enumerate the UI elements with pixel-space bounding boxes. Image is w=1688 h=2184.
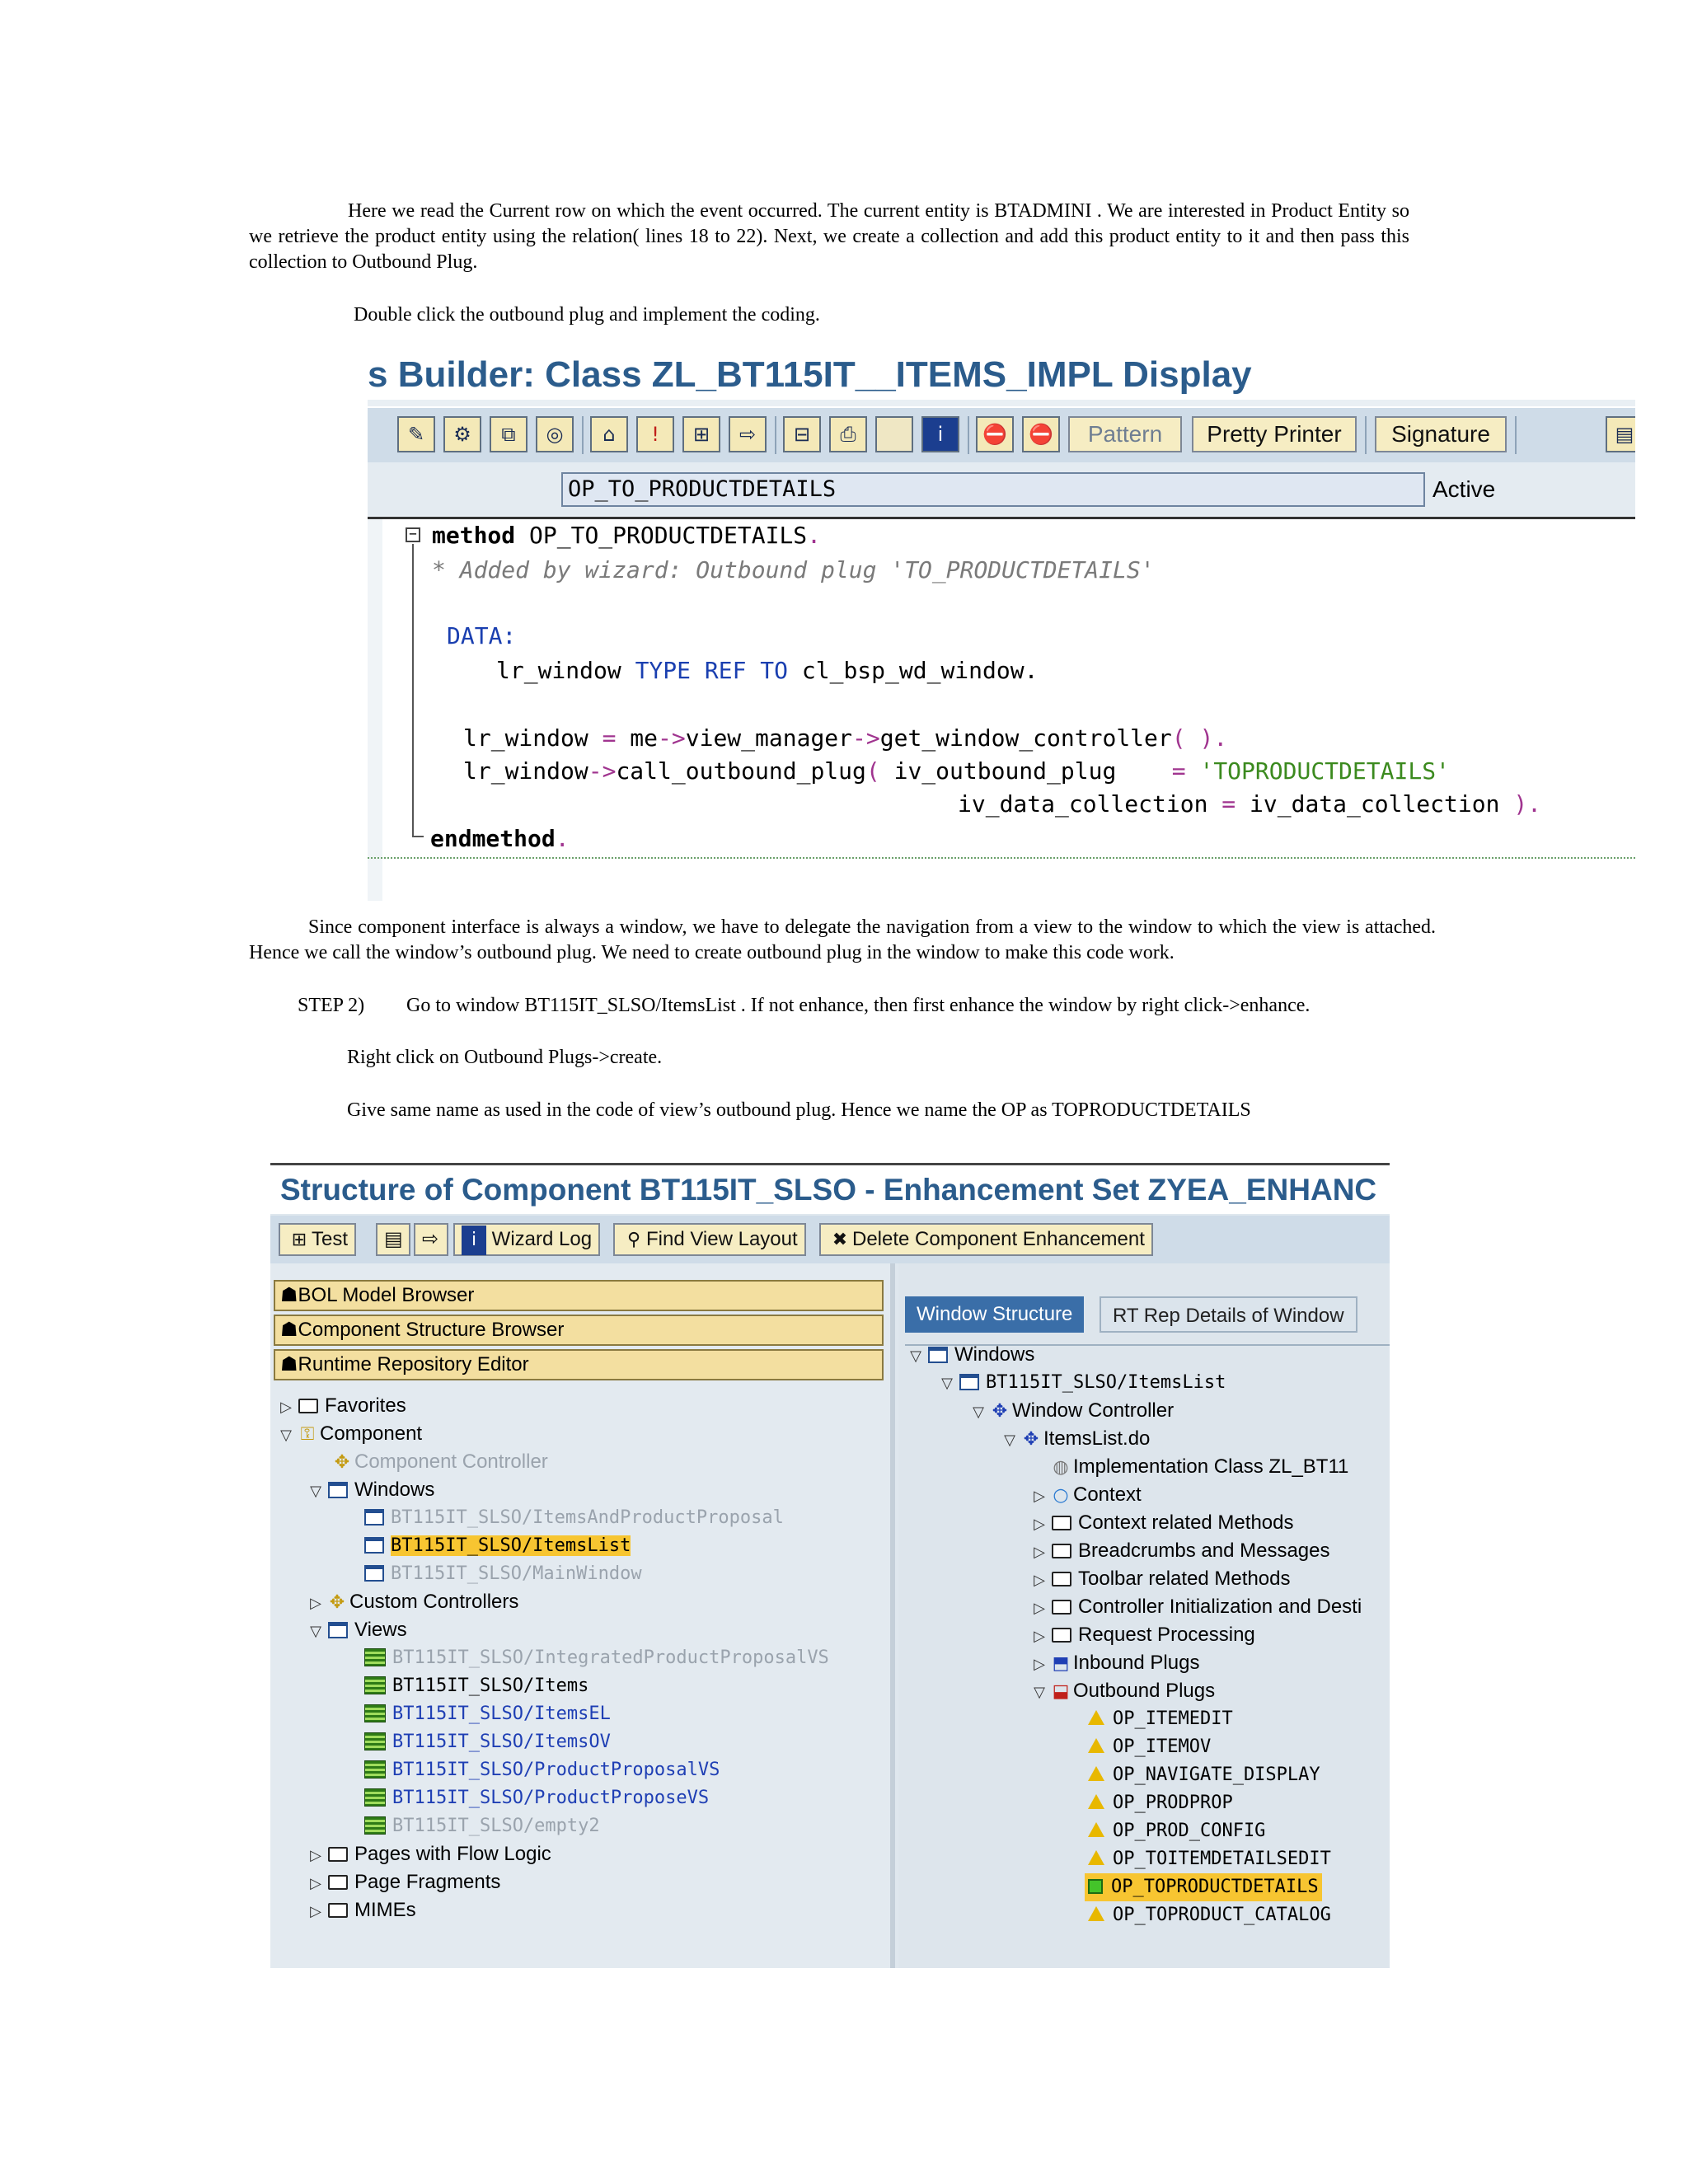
- component-structure-browser-button[interactable]: ☗Component Structure Browser: [274, 1315, 884, 1346]
- tree-page-fragments[interactable]: ▷ Page Fragments: [307, 1868, 500, 1896]
- toolbar-separator: [968, 416, 969, 454]
- tab-rt-rep-details[interactable]: RT Rep Details of Window: [1100, 1296, 1357, 1333]
- window-icon: [928, 1347, 948, 1363]
- controller-icon: ✥: [334, 1452, 350, 1473]
- wizard-log-button[interactable]: i Wizard Log: [453, 1223, 600, 1256]
- paragraph-double-click: Double click the outbound plug and implement the coding.: [354, 304, 820, 326]
- context-icon: ○: [1053, 1485, 1069, 1506]
- folder-icon: [328, 1903, 348, 1918]
- view-icon: [364, 1732, 386, 1750]
- code-line-2: * Added by wizard: Outbound plug 'TO_PRODUCTDETAILS': [432, 556, 1155, 583]
- test-icon[interactable]: ◎: [536, 416, 574, 452]
- paragraph-give-name: Give same name as used in the code of view’s outbound plug. Hence we name the OP as TOPRODUCTDETAILS: [347, 1099, 1251, 1121]
- tree-view-empty2[interactable]: BT115IT_SLSO/empty2: [361, 1812, 600, 1840]
- warning-icon: [1088, 1710, 1104, 1725]
- rtree-inbound-plugs[interactable]: ▷ ⬒ Inbound Plugs: [1030, 1649, 1199, 1677]
- info-icon[interactable]: i: [921, 416, 959, 452]
- folder-icon: [1052, 1516, 1071, 1530]
- rtree-context-methods[interactable]: ▷ Context related Methods: [1030, 1509, 1293, 1537]
- view-icon: [364, 1816, 386, 1835]
- views-icon: [328, 1622, 348, 1638]
- layout-icon-button[interactable]: [376, 1223, 410, 1256]
- expand-icon: ▷: [1034, 1656, 1045, 1673]
- code-line-4: lr_window TYPE REF TO cl_bsp_wd_window.: [496, 657, 1039, 684]
- tree-view-itemsel[interactable]: BT115IT_SLSO/ItemsEL: [361, 1700, 611, 1728]
- delete-icon: ✖: [832, 1230, 848, 1250]
- folder-icon: [1052, 1600, 1071, 1615]
- hierarchy-icon[interactable]: ⊟: [783, 416, 821, 452]
- view-icon: [364, 1676, 386, 1694]
- toolbar-separator: [775, 416, 776, 454]
- find-view-layout-button[interactable]: ⚲ Find View Layout: [613, 1223, 806, 1256]
- collapse-icon: ▽: [280, 1427, 292, 1444]
- pattern-button[interactable]: Pattern: [1068, 416, 1182, 452]
- print-icon[interactable]: ⎙: [829, 416, 867, 452]
- tree-windows[interactable]: ▽ Windows: [307, 1476, 434, 1504]
- rtree-request-processing[interactable]: ▷ Request Processing: [1030, 1621, 1255, 1649]
- step2-text: Go to window BT115IT_SLSO/ItemsList . If not enhance, then first enhance the window by right click->enhance.: [406, 995, 1311, 1016]
- tree-mimes[interactable]: ▷ MIMEs: [307, 1896, 416, 1924]
- component-toolbar: [270, 1216, 1390, 1263]
- collapse-icon: ▽: [941, 1375, 953, 1392]
- block-guide-end: [412, 836, 424, 837]
- folder-icon: [1052, 1572, 1071, 1586]
- tab-window-structure[interactable]: Window Structure: [905, 1296, 1084, 1333]
- rtree-window-controller[interactable]: ▽ ✥ Window Controller: [969, 1397, 1174, 1425]
- view-icon: [364, 1648, 386, 1666]
- window-icon: [959, 1374, 979, 1390]
- expand-icon: ▷: [1034, 1516, 1045, 1533]
- view-icon: [364, 1704, 386, 1722]
- warning-icon: [1088, 1766, 1104, 1781]
- where-used-icon[interactable]: ⌂: [590, 416, 628, 452]
- external-breakpoint-icon[interactable]: ⛔: [1022, 416, 1060, 452]
- rtree-op-prodprop[interactable]: OP_PRODPROP: [1085, 1789, 1233, 1817]
- rtree-controller-init[interactable]: ▷ Controller Initialization and Desti: [1030, 1593, 1362, 1621]
- expand-icon: ▷: [310, 1875, 321, 1892]
- tree-view-items[interactable]: BT115IT_SLSO/Items: [361, 1672, 588, 1700]
- inbound-plug-icon: ⬒: [1052, 1653, 1070, 1674]
- window-icon: [328, 1482, 348, 1498]
- rtree-itemslist[interactable]: ▽ BT115IT_SLSO/ItemsList: [938, 1369, 1226, 1397]
- rtree-op-itemov[interactable]: OP_ITEMOV: [1085, 1733, 1211, 1761]
- more-icon[interactable]: ▤: [1606, 416, 1635, 452]
- rtree-op-toproduct-catalog[interactable]: OP_TOPRODUCT_CATALOG: [1085, 1901, 1331, 1929]
- delete-enhancement-button[interactable]: ✖ Delete Component Enhancement: [819, 1223, 1153, 1256]
- activate-icon[interactable]: ⧉: [490, 416, 528, 452]
- rtree-outbound-plugs[interactable]: ▽ ⬓ Outbound Plugs: [1030, 1677, 1215, 1705]
- collapse-icon: ▽: [1034, 1684, 1045, 1701]
- tree-custom-controllers[interactable]: ▷ ✥ Custom Controllers: [307, 1588, 518, 1616]
- code-line-6: lr_window->call_outbound_plug( iv_outbound_plug = 'TOPRODUCTDETAILS': [463, 757, 1450, 785]
- block-guide: [412, 544, 414, 837]
- rtree-implementation-class[interactable]: ◍ Implementation Class ZL_BT11: [1048, 1453, 1348, 1481]
- navigation-window-icon[interactable]: ⇨: [729, 416, 767, 452]
- warning-icon: [1088, 1906, 1104, 1921]
- tree-favorites[interactable]: ▷ Favorites: [277, 1392, 406, 1420]
- method-name-field[interactable]: OP_TO_PRODUCTDETAILS: [561, 472, 1425, 507]
- code-line-3: DATA:: [447, 622, 517, 649]
- warning-icon: [1088, 1850, 1104, 1865]
- expand-icon: ▷: [1034, 1572, 1045, 1589]
- class-builder-toolbar: [368, 406, 1635, 464]
- method-field-row: [368, 462, 1635, 515]
- tree-view-integratedproductproposalvs[interactable]: BT115IT_SLSO/IntegratedProductProposalVS: [361, 1644, 829, 1672]
- collapse-icon: ▽: [310, 1623, 321, 1640]
- info-marker-icon[interactable]: !: [636, 416, 674, 452]
- other-object-icon[interactable]: ✎: [397, 416, 435, 452]
- layout-icon: ▤: [384, 1228, 403, 1250]
- info-icon: i: [462, 1226, 486, 1255]
- rtree-windows[interactable]: ▽ Windows: [907, 1341, 1034, 1369]
- tree-window-itemsandproductproposal[interactable]: BT115IT_SLSO/ItemsAndProductProposal: [361, 1504, 784, 1532]
- rtree-op-toitemdetailsedit[interactable]: OP_TOITEMDETAILSEDIT: [1085, 1845, 1331, 1873]
- runtime-repository-editor-button[interactable]: ☗Runtime Repository Editor: [274, 1349, 884, 1380]
- expand-icon: ▷: [1034, 1544, 1045, 1561]
- paragraph-delegate: Since component interface is always a window, we have to delegate the navigation from a view to the window to which the view is attached. Hence we call the window’s outbound plug. We need to create outbound plug in the window to make this code work.: [249, 916, 1436, 963]
- collapse-icon: ▽: [310, 1483, 321, 1500]
- editor-gutter: [368, 519, 382, 901]
- folder-icon: [1052, 1544, 1071, 1558]
- expand-icon: ▷: [1034, 1628, 1045, 1645]
- window-icon: [364, 1565, 384, 1582]
- tree-window-mainwindow[interactable]: BT115IT_SLSO/MainWindow: [361, 1560, 642, 1588]
- expand-icon: ▷: [1034, 1488, 1045, 1505]
- rtree-context[interactable]: ▷ ○ Context: [1030, 1481, 1142, 1509]
- rtree-op-prod-config[interactable]: OP_PROD_CONFIG: [1085, 1817, 1265, 1845]
- toolbar-separator: [1365, 416, 1367, 454]
- component-structure-title: Structure of Component BT115IT_SLSO - Enhancement Set ZYEA_ENHANC: [270, 1163, 1390, 1214]
- folder-icon: [328, 1875, 348, 1890]
- binoculars-icon: ⚲: [626, 1230, 641, 1250]
- controller-icon: ✥: [1023, 1429, 1039, 1450]
- bol-model-browser-button[interactable]: ☗BOL Model Browser: [274, 1280, 884, 1311]
- tree-view-itemsov[interactable]: BT115IT_SLSO/ItemsOV: [361, 1728, 611, 1756]
- status-text: Active: [1432, 476, 1496, 502]
- navigate-icon-button[interactable]: [414, 1223, 448, 1256]
- display-object-list-icon[interactable]: ⊞: [682, 416, 720, 452]
- rtree-op-toproductdetails[interactable]: OP_TOPRODUCTDETAILS: [1085, 1873, 1322, 1901]
- rtree-op-navigate-display[interactable]: OP_NAVIGATE_DISPLAY: [1085, 1761, 1320, 1789]
- expand-icon: ▷: [310, 1903, 321, 1920]
- collapse-icon: ▽: [910, 1347, 921, 1365]
- pretty-printer-button[interactable]: Pretty Printer: [1192, 416, 1357, 452]
- controller-icon: ✥: [992, 1401, 1008, 1422]
- tree-component[interactable]: ▽ ⚿ Component: [277, 1420, 422, 1448]
- class-builder-title: s Builder: Class ZL_BT115IT__ITEMS_IMPL Display: [368, 350, 1635, 400]
- view-icon: [364, 1760, 386, 1779]
- paragraph-intro: Here we read the Current row on which the event occurred. The current entity is BTADMINI . We are interested in Product Entity so we retrieve the product entity using the relation( lines 18 to 22). Next, we create a collection and add this product entity to it and then pass this collection to Outbound Plug.: [249, 200, 1409, 273]
- rtree-itemslist-do[interactable]: ▽ ✥ ItemsList.do: [1001, 1425, 1150, 1453]
- collapse-icon: ▽: [973, 1404, 984, 1421]
- code-line-1: method OP_TO_PRODUCTDETAILS.: [432, 522, 822, 549]
- hierarchy-icon: ☗: [280, 1353, 298, 1376]
- navigate-icon: ⇨: [422, 1228, 439, 1250]
- controller-icon: ✥: [329, 1592, 345, 1613]
- breakpoint-icon[interactable]: ⛔: [976, 416, 1014, 452]
- warning-icon: [1088, 1822, 1104, 1837]
- editor-end-line: [368, 857, 1635, 859]
- toolbar-separator: [1515, 416, 1517, 454]
- toolbar-separator: [582, 416, 584, 454]
- tree-views[interactable]: ▽ Views: [307, 1616, 407, 1644]
- tab-strip: [898, 1296, 1390, 1333]
- ok-icon: [1088, 1879, 1103, 1894]
- rtree-breadcrumbs[interactable]: ▷ Breadcrumbs and Messages: [1030, 1537, 1329, 1565]
- outbound-plug-icon: ⬓: [1052, 1681, 1070, 1702]
- code-line-7: iv_data_collection = iv_data_collection ).: [958, 790, 1542, 818]
- expand-icon: ▷: [310, 1595, 321, 1612]
- paragraph-right-click: Right click on Outbound Plugs->create.: [347, 1047, 663, 1068]
- expand-icon: ▷: [280, 1399, 292, 1416]
- tree-view-productproposalvs[interactable]: BT115IT_SLSO/ProductProposalVS: [361, 1756, 720, 1784]
- tree-component-controller[interactable]: ✥ Component Controller: [330, 1448, 548, 1476]
- rtree-op-itemedit[interactable]: OP_ITEMEDIT: [1085, 1705, 1233, 1733]
- component-icon: ⚿: [300, 1424, 315, 1445]
- window-icon: [364, 1509, 384, 1526]
- view-icon: [364, 1788, 386, 1807]
- class-icon: ◍: [1053, 1457, 1069, 1478]
- test-button[interactable]: ⊞ Test: [279, 1223, 356, 1256]
- blank-icon[interactable]: [875, 416, 913, 452]
- step2-label: STEP 2): [298, 995, 365, 1016]
- folder-icon: [298, 1399, 318, 1413]
- tree-pages-flow-logic[interactable]: ▷ Pages with Flow Logic: [307, 1840, 551, 1868]
- signature-button[interactable]: Signature: [1375, 416, 1507, 452]
- warning-icon: [1088, 1794, 1104, 1809]
- collapse-icon[interactable]: −: [406, 527, 420, 542]
- hierarchy-icon: ☗: [280, 1284, 298, 1306]
- code-line-5: lr_window = me->view_manager->get_window_controller( ).: [463, 724, 1228, 752]
- code-line-8: endmethod.: [430, 825, 570, 852]
- code-editor[interactable]: [368, 517, 1635, 901]
- right-detail-pane: [898, 1263, 1390, 1968]
- class-builder-screenshot: [368, 350, 1635, 901]
- left-navigation-pane: [270, 1263, 895, 1968]
- warning-icon: [1088, 1738, 1104, 1753]
- component-structure-screenshot: [270, 1163, 1390, 1968]
- test-icon: ⊞: [291, 1230, 307, 1250]
- expand-icon: ▷: [1034, 1600, 1045, 1617]
- folder-icon: [328, 1847, 348, 1862]
- tree-view-productproposevs[interactable]: BT115IT_SLSO/ProductProposeVS: [361, 1784, 709, 1812]
- hierarchy-icon: ☗: [280, 1319, 298, 1341]
- tree-window-itemslist[interactable]: BT115IT_SLSO/ItemsList: [361, 1532, 631, 1560]
- rtree-toolbar-methods[interactable]: ▷ Toolbar related Methods: [1030, 1565, 1290, 1593]
- window-icon: [364, 1537, 384, 1554]
- collapse-icon: ▽: [1004, 1432, 1015, 1449]
- check-icon[interactable]: ⚙: [443, 416, 481, 452]
- expand-icon: ▷: [310, 1847, 321, 1864]
- folder-icon: [1052, 1628, 1071, 1643]
